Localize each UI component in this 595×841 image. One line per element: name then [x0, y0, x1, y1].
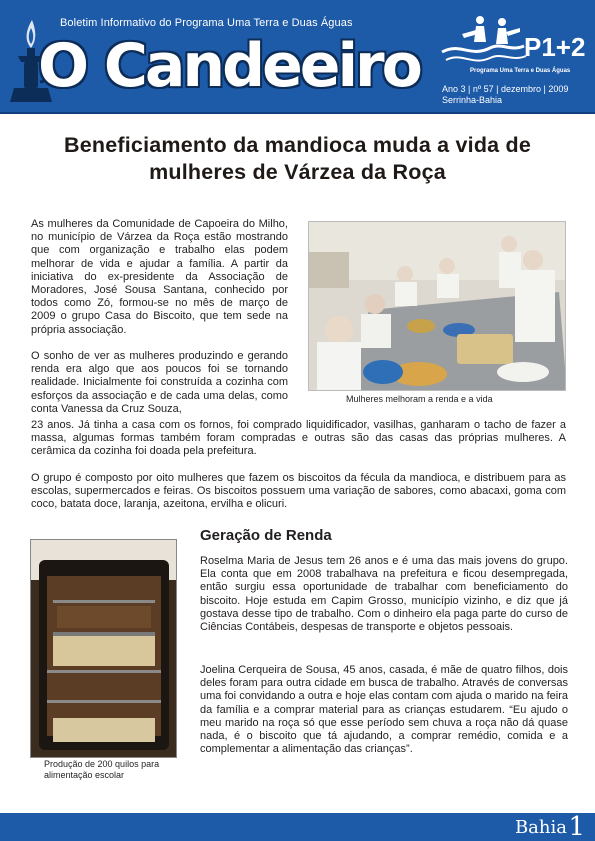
footer-band: [0, 813, 595, 841]
article-paragraph-2-part-2: 23 anos. Já tinha a casa com os fornos, foi comprado liquidificador, vasilhas, ganharam o tacho de fazer a massa, algumas formas também foram compradas e outras são das casas das próprias mulheres. A cerâmica da cozinha foi doada pela prefeitura.: [31, 419, 566, 458]
women-kitchen-photo: [308, 221, 566, 391]
issue-line: Ano 3 | nº 57 | dezembro | 2009: [442, 84, 569, 94]
issue-location: Serrinha-Bahia: [442, 95, 503, 105]
footer-state-label: Bahia: [514, 817, 567, 838]
oven-photo: [30, 539, 177, 758]
logo-subtitle: Programa Uma Terra e Duas Águas: [470, 68, 571, 74]
article-paragraph-1: As mulheres da Comunidade de Capoeira do Milho, no município de Várzea da Roça estão mostrando que com organização e trabalho elas podem melhorar de vida e ajudar a família. A partir da iniciativa do ex-presidente da Associação de Moradores, José Sousa Santana, conhecido por todos como Zó, formou-se no mês de março de 2009 o grupo Casa do Biscoito, que tem sede na própria associação.: [31, 218, 288, 336]
page-number: 1: [568, 812, 585, 841]
photo-caption-2: Produção de 200 quilos para alimentação escolar: [44, 759, 160, 780]
women-kitchen-illustration: [309, 222, 566, 391]
article-paragraph-2-part-1: O sonho de ver as mulheres produzindo e gerando renda era algo que aos poucos foi se tornando realidade. Inicialmente foi construída a cozinha com esforços da associação e de cada uma delas, como conta Vanessa da Cruz Souza,: [31, 350, 288, 415]
oven-illustration: [31, 540, 177, 758]
p1p2-logo-text: P1+2: [524, 32, 586, 62]
newsletter-title: O Candeeiro: [38, 31, 420, 101]
section-subheading: Geração de Renda: [200, 527, 332, 544]
article-paragraph-3: O grupo é composto por oito mulheres que fazem os biscoitos da fécula da mandioca, e distribuem para as escolas, supermercados e feiras. Os biscoitos possuem uma variação de sabores, como abacaxi, goma com coco, batata doce, laranja, azeitona, ervilha e olicuri.: [31, 472, 566, 511]
issue-info: [442, 84, 568, 106]
article-headline: Beneficiamento da mandioca muda a vida de mulheres de Várzea da Roça: [64, 133, 531, 184]
masthead-divider: [0, 112, 595, 114]
p1p2-logo: [440, 12, 586, 74]
photo-caption-1: Mulheres melhoram a renda e a vida: [346, 394, 493, 404]
article-paragraph-4: Roselma Maria de Jesus tem 26 anos e é uma das mais jovens do grupo. Ela conta que em 2008 trabalhava na prefeitura e ficou desempregada, então surgiu essa oportunidade de trabalhar com beneficiamento do biscoito. Hoje estuda em Capim Grosso, município vizinho, e diz que já gostava desse tipo de trabalho. Com o dinheiro ela paga parte do curso de Ciências Contábeis, despesas de transporte e objetos pessoais.: [200, 555, 568, 634]
article-paragraph-5: Joelina Cerqueira de Sousa, 45 anos, casada, é mãe de quatro filhos, dois deles foram para outra cidade em busca de trabalho. Através de conversas uma foi convidando a outra e hoje elas contam com ajuda o marido na feira da família e a comprar material para as crianças estudarem. “Eu ajudo o meu marido na roça só que esse período sem chuva a roça não dá quase nada, é o biscoito que tá ajudando, a comprar remédio, comida e a complementar a alimentação das crianças”.: [200, 664, 568, 756]
masthead: [0, 0, 595, 114]
bulletin-subtitle: Boletim Informativo do Programa Uma Terra e Duas Águas: [60, 17, 353, 29]
